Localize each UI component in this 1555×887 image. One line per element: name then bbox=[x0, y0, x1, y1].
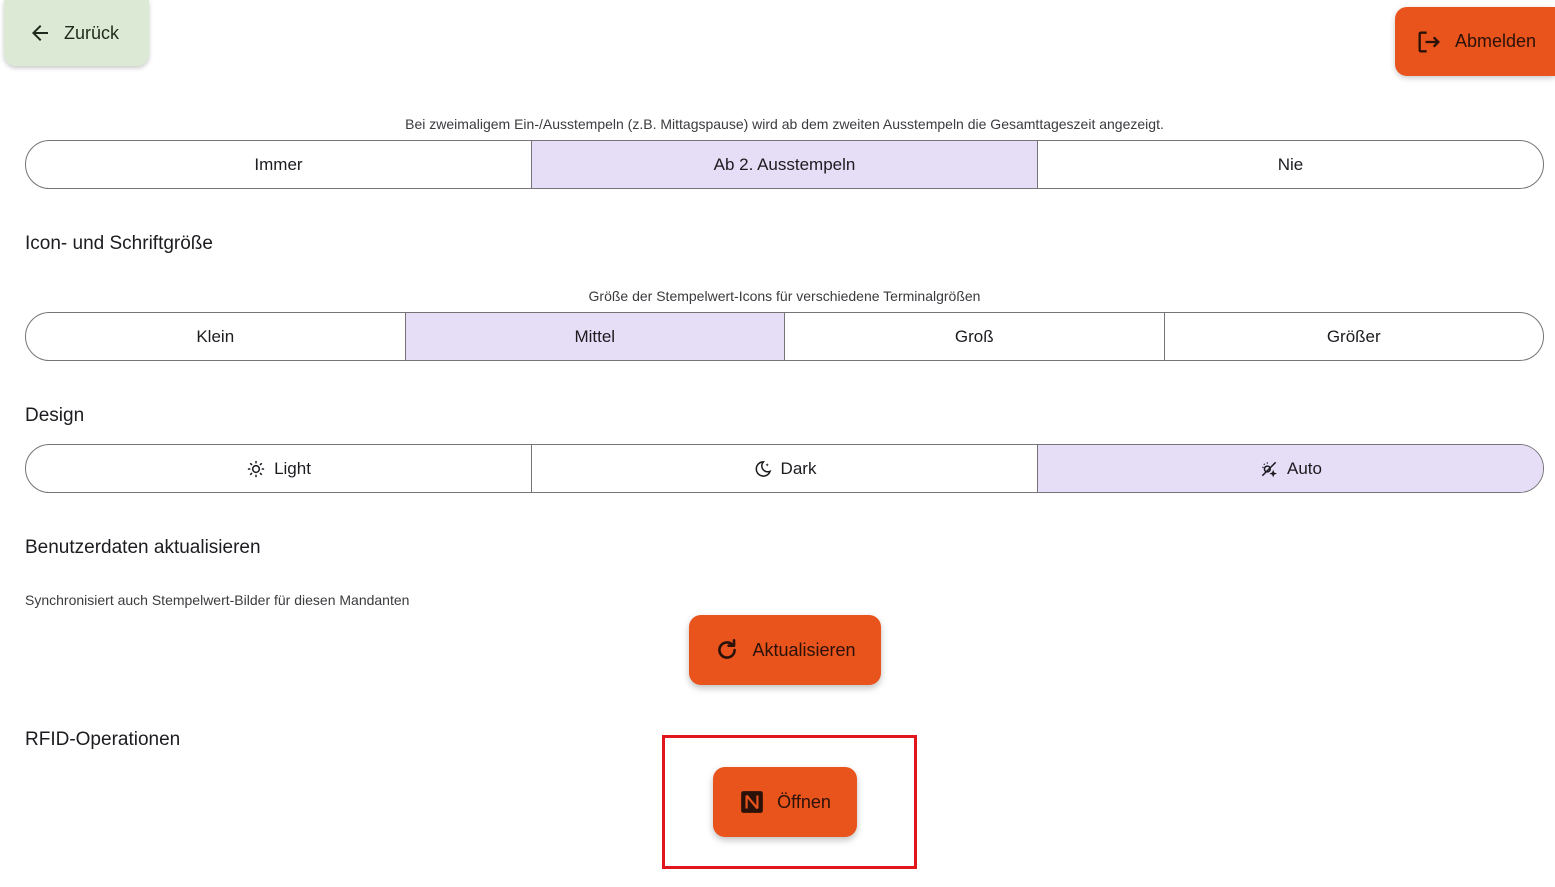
option-label: Groß bbox=[954, 326, 994, 346]
design-segmented-control bbox=[25, 444, 1544, 493]
icon-size-segmented-control bbox=[25, 312, 1544, 361]
total-time-option-immer[interactable] bbox=[26, 141, 531, 188]
refresh-button[interactable] bbox=[689, 615, 881, 685]
back-button[interactable] bbox=[4, 0, 149, 66]
option-label: Ab 2. Ausstempeln bbox=[713, 154, 856, 174]
total-time-segmented-control bbox=[25, 140, 1544, 189]
option-label: Auto bbox=[1287, 458, 1322, 478]
option-label: Immer bbox=[254, 154, 303, 174]
icon-size-option-klein[interactable] bbox=[26, 313, 405, 360]
option-label: Light bbox=[274, 458, 311, 478]
icon-size-option-groesser[interactable] bbox=[1164, 313, 1544, 360]
icon-size-option-mittel[interactable] bbox=[405, 313, 785, 360]
total-time-caption: Bei zweimaligem Ein-/Ausstempeln (z.B. Mittagspause) wird ab dem zweiten Ausstempeln die Gesamttageszeit angezeigt. bbox=[405, 116, 1164, 132]
open-rfid-button[interactable] bbox=[713, 767, 857, 837]
design-option-light[interactable] bbox=[26, 445, 531, 492]
design-option-dark[interactable] bbox=[531, 445, 1037, 492]
refresh-icon bbox=[714, 637, 740, 663]
open-rfid-button-label: Öffnen bbox=[777, 791, 831, 812]
option-label: Nie bbox=[1277, 154, 1304, 174]
icon-size-heading: Icon- und Schriftgröße bbox=[25, 233, 213, 254]
rfid-heading: RFID-Operationen bbox=[25, 729, 181, 750]
arrow-left-icon bbox=[28, 21, 52, 45]
back-button-label: Zurück bbox=[64, 22, 120, 43]
option-label: Dark bbox=[780, 458, 817, 478]
sun-icon bbox=[246, 459, 266, 479]
refresh-button-label: Aktualisieren bbox=[752, 639, 856, 660]
total-time-option-ab-2-ausstempeln[interactable] bbox=[531, 141, 1037, 188]
total-time-option-nie[interactable] bbox=[1037, 141, 1543, 188]
logout-button[interactable] bbox=[1395, 7, 1555, 76]
option-label: Mittel bbox=[574, 326, 616, 346]
moon-icon bbox=[753, 459, 773, 479]
user-data-note: Synchronisiert auch Stempelwert-Bilder für diesen Mandanten bbox=[25, 592, 410, 608]
user-data-heading: Benutzerdaten aktualisieren bbox=[25, 537, 261, 558]
design-option-auto[interactable] bbox=[1037, 445, 1543, 492]
logout-button-label: Abmelden bbox=[1455, 31, 1537, 51]
nfc-icon bbox=[739, 789, 765, 815]
option-label: Klein bbox=[196, 326, 235, 346]
icon-size-caption: Größe der Stempelwert-Icons für verschiedene Terminalgrößen bbox=[588, 288, 981, 304]
auto-theme-icon bbox=[1259, 459, 1279, 479]
icon-size-option-gross[interactable] bbox=[784, 313, 1164, 360]
option-label: Größer bbox=[1326, 326, 1381, 346]
design-heading: Design bbox=[25, 405, 85, 426]
logout-icon bbox=[1415, 28, 1443, 56]
